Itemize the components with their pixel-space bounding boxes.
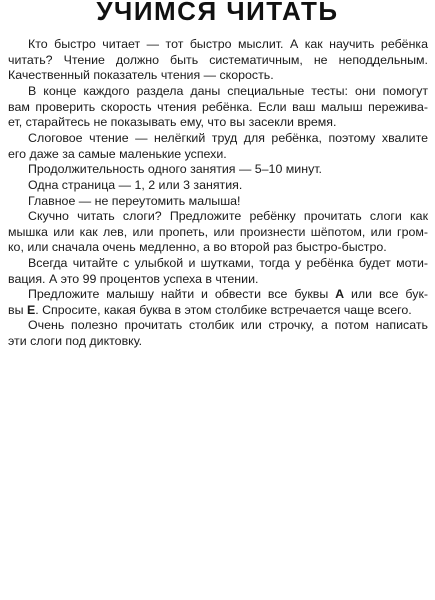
- text-line: Слоговое чтение — нелёгкий труд для ребёнка, поэтому хвалите: [28, 131, 428, 145]
- text-line: Качественный показатель чтения — скорость.: [8, 68, 274, 82]
- text-run: или все бук-: [344, 287, 428, 301]
- text-line: В конце каждого раздела даны специальные тесты: они помогут: [28, 84, 428, 98]
- text-line: мышка или как лев, или пропеть, или произнести шёпотом, или гром-: [8, 224, 428, 239]
- text-line: Всегда читайте с улыбкой и шутками, тогда у ребёнка будет моти-: [28, 256, 428, 270]
- text-line: эти слоги под диктовку.: [8, 333, 143, 348]
- text-line: ет, старайтесь не показывать ему, что вы засекли время.: [8, 115, 337, 129]
- page-title: УЧИМСЯ ЧИТАТЬ: [96, 0, 339, 26]
- text-run: вы: [8, 302, 27, 317]
- text-line: Главное — не переутомить малыша!: [28, 194, 241, 208]
- text-line: Продолжительность одного занятия — 5–10 минут.: [28, 162, 323, 176]
- letter-e: Е: [26, 302, 36, 317]
- text-line: Одна страница — 1, 2 или 3 занятия.: [28, 178, 243, 192]
- text-line: читать? Чтение должно быть систематичным, не неподдельным.: [8, 52, 428, 67]
- text-line: Скучно читать слоги? Предложите ребёнку прочитать слоги как: [28, 209, 428, 223]
- text-line: его даже за самые маленькие успехи.: [8, 146, 227, 161]
- text-run: Предложите малышу найти и обвести все буквы: [28, 287, 336, 301]
- text-line: Кто быстро читает — тот быстро мыслит. А как научить ребёнка: [28, 37, 428, 51]
- text-line: вам проверить скорость чтения ребёнка. Если ваш малыш пережива-: [8, 99, 428, 114]
- text-run: . Спросите, какая буква в этом столбике встречается чаще всего.: [35, 302, 412, 317]
- text-line: вация. А это 99 процентов успеха в чтении.: [8, 271, 259, 286]
- text-line: Очень полезно прочитать столбик или строчку, а потом написать: [28, 318, 428, 332]
- letter-a: А: [335, 287, 345, 301]
- text-line: ко, или сначала очень медленно, а во второй раз быстро-быстро.: [8, 240, 387, 254]
